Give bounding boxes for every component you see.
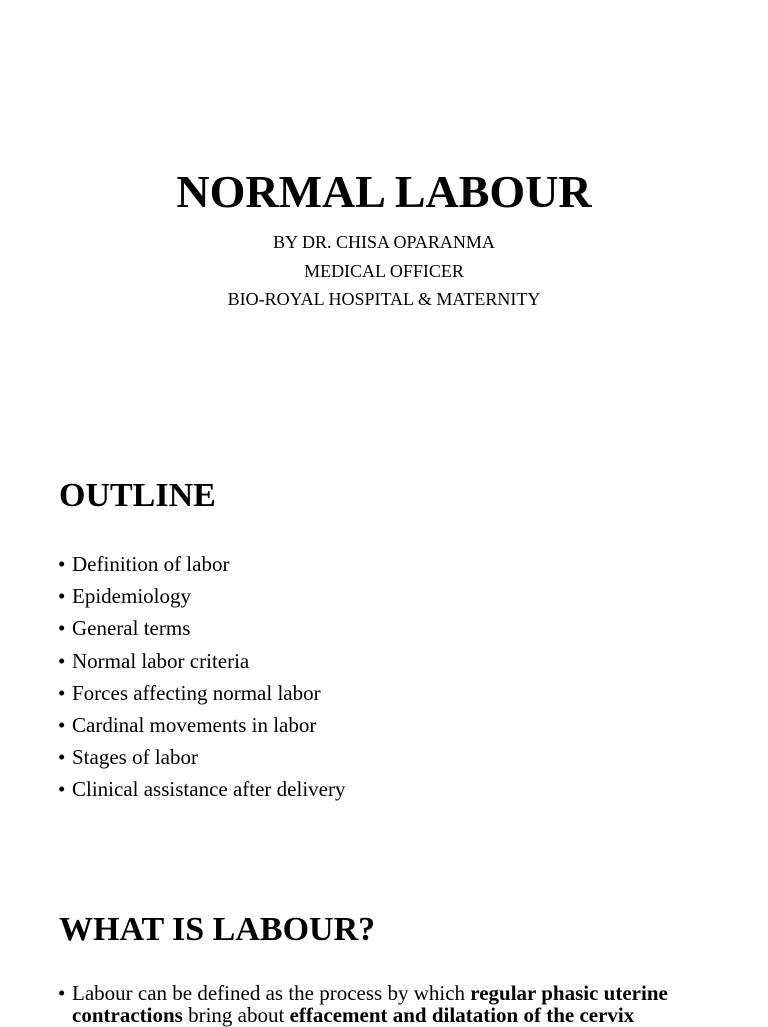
list-item-text: Definition of labor bbox=[72, 552, 230, 576]
list-item-text: Normal labor criteria bbox=[72, 648, 250, 673]
list-item bbox=[58, 580, 345, 612]
title-subtitle bbox=[0, 228, 768, 314]
definition-bold-part: effacement and dilatation of the cervix bbox=[289, 1003, 635, 1027]
outline-slide bbox=[0, 420, 768, 890]
list-item-text: Epidemiology bbox=[72, 584, 191, 609]
what-is-labour-slide bbox=[0, 890, 768, 1027]
bullet-icon: • bbox=[58, 745, 66, 770]
author-line: BY DR. CHISA OPARANMA bbox=[273, 232, 495, 252]
labour-definition-list bbox=[58, 982, 718, 1026]
bullet-icon: • bbox=[58, 584, 66, 609]
list-item-text: Cardinal movements in labor bbox=[72, 713, 317, 738]
list-item bbox=[58, 773, 345, 805]
outline-list bbox=[58, 548, 345, 806]
bullet-icon: • bbox=[58, 777, 66, 802]
bullet-icon: • bbox=[58, 981, 66, 1005]
list-item bbox=[58, 677, 345, 709]
list-item-text: Forces affecting normal labor bbox=[72, 680, 321, 705]
role-line: MEDICAL OFFICER bbox=[304, 260, 464, 281]
bullet-icon: • bbox=[58, 616, 66, 641]
definition-text-part: Labour can be defined as the process by which bbox=[72, 981, 471, 1005]
list-item bbox=[58, 741, 345, 773]
list-item-text: Stages of labor bbox=[72, 745, 198, 770]
bullet-icon: • bbox=[58, 648, 66, 673]
list-item-text: General terms bbox=[72, 616, 191, 641]
bullet-icon: • bbox=[58, 680, 66, 705]
title-slide bbox=[0, 0, 768, 420]
institution-line: BIO-ROYAL HOSPITAL & MATERNITY bbox=[227, 289, 541, 309]
list-item-text: Clinical assistance after delivery bbox=[72, 777, 346, 802]
list-item bbox=[58, 709, 345, 741]
list-item bbox=[58, 982, 718, 1026]
outline-heading: OUTLINE bbox=[59, 477, 216, 514]
definition-text-part: bring about bbox=[182, 1003, 290, 1027]
list-item bbox=[58, 548, 345, 580]
labour-heading: WHAT IS LABOUR? bbox=[59, 911, 376, 948]
list-item bbox=[58, 612, 345, 644]
labour-definition bbox=[72, 982, 718, 1026]
list-item bbox=[58, 645, 345, 677]
definition-bold-part: regular phasic uterine contractions bbox=[72, 981, 668, 1027]
bullet-icon: • bbox=[58, 713, 66, 738]
presentation-title: NORMAL LABOUR bbox=[176, 166, 592, 217]
bullet-icon: • bbox=[58, 552, 66, 576]
